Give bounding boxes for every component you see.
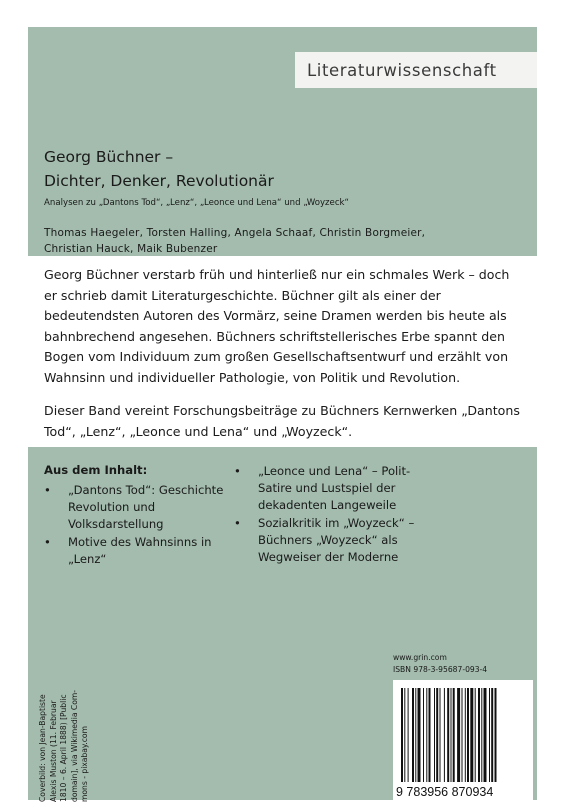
barcode-bar — [418, 688, 421, 782]
back-cover — [28, 27, 537, 800]
contents-column-2 — [234, 463, 434, 566]
barcode-digits: 9 783956 870934 — [396, 785, 494, 799]
header-panel — [28, 27, 537, 256]
title-line-1: Georg Büchner – — [44, 148, 174, 166]
authors-line-2: Christian Hauck, Maik Bubenzer — [44, 243, 218, 255]
isbn: ISBN 978-3-95687-093-4 — [393, 665, 488, 674]
barcode — [393, 680, 533, 800]
credit-line: Alexis Muston (11. Februar — [48, 700, 58, 802]
barcode-bar — [404, 688, 405, 782]
contents-item — [234, 515, 434, 567]
barcode-bar — [401, 688, 403, 782]
credit-line: domain], via Wikimedia Com- — [69, 689, 79, 802]
contents-item-text: Motive des Wahnsinns in „Lenz“ — [68, 534, 212, 566]
book-title — [44, 145, 274, 193]
barcode-graphic — [393, 680, 533, 800]
authors-line-1: Thomas Haegeler, Torsten Halling, Angela Schaaf, Christin Borgmeier, — [44, 227, 426, 239]
contents-item-text: „Dantons Tod“: Geschichte Revolution und Volksdarstellung — [68, 483, 224, 532]
bullet: • — [44, 534, 51, 549]
barcode-bar — [451, 688, 452, 782]
contents-item-text: „Leonce und Lena“ – Polit-Satire und Lustspiel der dekadenten Langeweile — [258, 464, 411, 513]
barcode-bar — [457, 688, 460, 782]
credit-line: Coverbild: von Jean-Baptiste — [38, 694, 47, 802]
barcode-bar — [434, 688, 435, 782]
contents-heading: Aus dem Inhalt: — [44, 463, 148, 477]
barcode-bar — [478, 688, 480, 782]
barcode-bar — [444, 688, 445, 782]
barcode-bar — [467, 688, 469, 782]
barcode-bar — [423, 688, 424, 782]
book-subtitle: Analysen zu „Dantons Tod“, „Lenz“, „Leonce und Lena“ und „Woyzeck“ — [44, 198, 349, 208]
barcode-bar — [440, 688, 441, 782]
description-paragraph-1: Georg Büchner verstarb früh und hinterließ nur ein schmales Werk – doch er schrieb damit Literaturgeschichte. Büchner gilt als einer der bedeutendsten Autoren des Vormärz, seine Dramen werden bis heute als bahnbrechend angesehen. Büchners schriftstellerisches Erbe spannt den Bogen vom Individuum zum großen Gesellschaftsentwurf und erzählt von Wahnsinn und individueller Pathologie, von Politik und Revolution. — [44, 267, 510, 385]
contents-panel — [28, 447, 537, 800]
cover-image-credit — [38, 632, 91, 802]
contents-item — [234, 463, 434, 515]
barcode-bar — [408, 688, 409, 782]
credit-line: mons - pixabay.com — [80, 726, 90, 802]
barcode-bar — [495, 688, 497, 782]
barcode-bar — [470, 688, 473, 782]
barcode-bar — [412, 688, 414, 782]
bullet: • — [44, 483, 51, 497]
barcode-bar — [426, 688, 427, 782]
barcode-bar — [462, 688, 463, 782]
publisher-info — [393, 652, 487, 676]
credit-line: 1810 – 6. April 1888) [Public — [59, 694, 69, 802]
series-label: Literaturwissenschaft — [307, 60, 497, 80]
barcode-bar — [465, 688, 466, 782]
bullet: • — [234, 515, 241, 530]
barcode-bar — [415, 688, 416, 782]
contents-column-1 — [44, 482, 224, 568]
barcode-bar — [429, 688, 431, 782]
barcode-bar — [453, 688, 455, 782]
title-line-2: Dichter, Denker, Revolutionär — [44, 172, 274, 190]
description-paragraph-2: Dieser Band vereint Forschungsbeiträge zu Büchners Kernwerken „Dantons Tod“, „Lenz“, „Leonce und Lena“ und „Woyzeck“. — [44, 403, 520, 439]
description — [44, 265, 526, 442]
bullet: • — [234, 464, 241, 478]
contents-item — [44, 482, 224, 534]
contents-item — [44, 534, 224, 568]
barcode-bar — [447, 688, 449, 782]
barcode-bar — [491, 688, 493, 782]
barcode-bar — [481, 688, 482, 782]
contents-item-text: Sozialkritik im „Woyzeck“ – Büchners „Woyzeck“ als Wegweiser der Moderne — [258, 515, 415, 565]
barcode-bar — [436, 688, 438, 782]
barcode-bar — [484, 688, 487, 782]
series-label-bar — [295, 52, 537, 88]
publisher-url: www.grin.com — [393, 653, 447, 662]
authors — [44, 225, 514, 257]
barcode-bar — [475, 688, 476, 782]
barcode-bar — [489, 688, 490, 782]
